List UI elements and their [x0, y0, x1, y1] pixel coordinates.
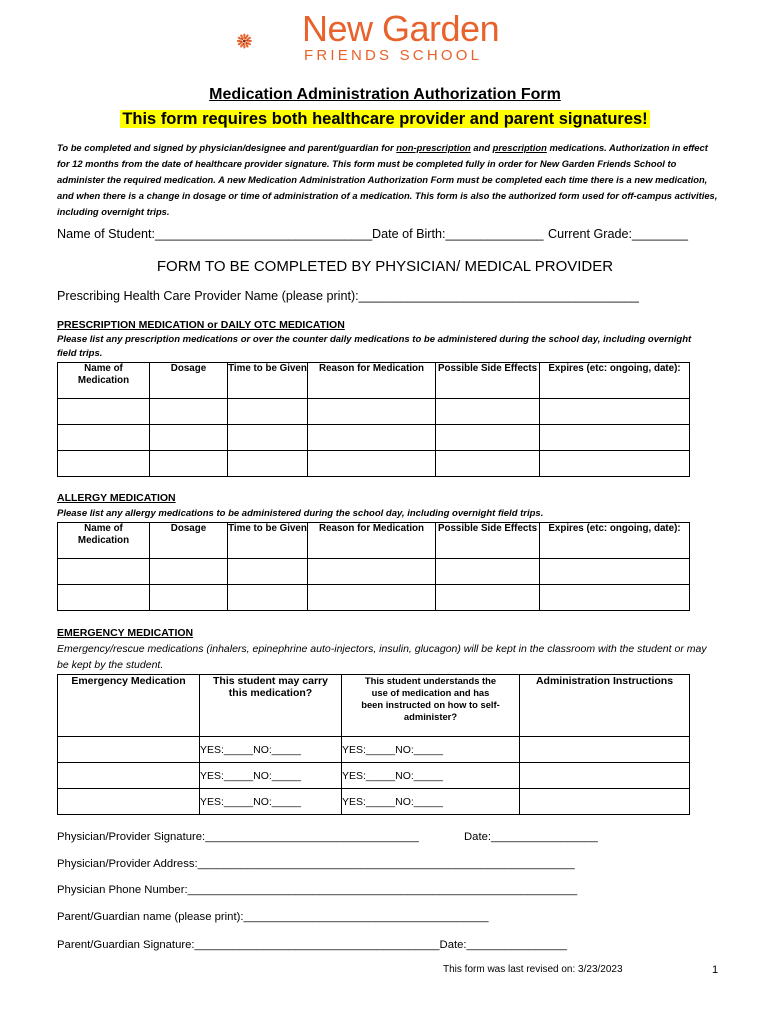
table-row [58, 789, 690, 815]
prescription-col-reason: Reason for Medication [308, 363, 436, 399]
table-cell[interactable] [520, 789, 690, 815]
section-title: FORM TO BE COMPLETED BY PHYSICIAN/ MEDICAL PROVIDER [156, 258, 614, 275]
parent-name-field[interactable]: Parent/Guardian name (please print):_______________________________________ [57, 911, 489, 923]
physician-address-field[interactable]: Physician/Provider Address:____________________________________________________________ [57, 858, 575, 870]
table-cell[interactable] [228, 399, 308, 425]
may-carry-yes-no[interactable]: YES:_____NO:_____ [200, 737, 342, 763]
intro-part1: To be completed and signed by physician/designee and parent/guardian for [57, 142, 397, 153]
prescription-col-expires: Expires (etc: ongoing, date): [540, 363, 690, 399]
logo-name: New Garden [302, 8, 500, 49]
prescription-col-name: Name of Medication [58, 363, 150, 399]
prescription-col-side-effects: Possible Side Effects [436, 363, 540, 399]
prescription-col-time: Time to be Given [228, 363, 308, 399]
table-cell[interactable] [540, 425, 690, 451]
allergy-col-dosage: Dosage [150, 523, 228, 559]
table-cell[interactable] [228, 425, 308, 451]
emergency-col-medication: Emergency Medication [58, 675, 200, 737]
table-cell[interactable] [436, 451, 540, 477]
provider-name-field[interactable]: Prescribing Health Care Provider Name (please print):________________________________________ [57, 289, 639, 303]
current-grade-field[interactable]: Current Grade:________ [548, 227, 689, 241]
emergency-note: Emergency/rescue medications (inhalers, epinephrine auto-injectors, insulin, glucagon) will be kept in the classroom with the student or may be kept by the student. [57, 643, 707, 671]
student-name-field[interactable]: Name of Student:_______________________________ [57, 227, 373, 241]
prescription-col-dosage: Dosage [150, 363, 228, 399]
form-subtitle [0, 110, 770, 129]
date-of-birth-field[interactable]: Date of Birth:______________ [372, 227, 544, 241]
physician-signature-field[interactable]: Physician/Provider Signature:__________________________________ [57, 831, 419, 843]
table-cell[interactable] [58, 585, 150, 611]
table-cell[interactable] [308, 585, 436, 611]
emergency-col-instructions: Administration Instructions [520, 675, 690, 737]
allergy-table [57, 522, 690, 611]
emergency-heading: EMERGENCY MEDICATION [57, 627, 194, 639]
allergy-note: Please list any allergy medications to be administered during the school day, including overnight field trips. [57, 508, 544, 519]
emergency-table [57, 674, 690, 815]
table-cell[interactable] [228, 451, 308, 477]
table-cell[interactable] [436, 559, 540, 585]
emergency-col-may-carry: This student may carry this medication? [200, 675, 342, 737]
prescription-heading: PRESCRIPTION MEDICATION or DAILY OTC MEDICATION [57, 319, 345, 331]
prescription-table [57, 362, 690, 477]
understands-yes-no[interactable]: YES:_____NO:_____ [342, 737, 520, 763]
table-row [58, 585, 690, 611]
table-cell[interactable] [540, 451, 690, 477]
understands-yes-no[interactable]: YES:_____NO:_____ [342, 789, 520, 815]
page-number: 1 [712, 964, 719, 976]
table-cell[interactable] [520, 763, 690, 789]
logo-subtitle: FRIENDS SCHOOL [304, 47, 483, 64]
allergy-col-side-effects: Possible Side Effects [436, 523, 540, 559]
physician-phone-field[interactable]: Physician Phone Number:______________________________________________________________ [57, 884, 578, 896]
table-cell[interactable] [150, 399, 228, 425]
table-row [58, 451, 690, 477]
prescription-note: Please list any prescription medications or over the counter daily medications to be administered during the school day, including overnight field trips. [57, 334, 692, 359]
form-title: Medication Administration Authorization Form [209, 86, 561, 103]
table-cell[interactable] [540, 399, 690, 425]
table-cell[interactable] [58, 425, 150, 451]
emergency-col-understands: This student understands the use of medication and has been instructed on how to self-administer? [342, 675, 520, 737]
table-cell[interactable] [436, 399, 540, 425]
table-cell[interactable] [228, 585, 308, 611]
may-carry-yes-no[interactable]: YES:_____NO:_____ [200, 789, 342, 815]
allergy-col-time: Time to be Given [228, 523, 308, 559]
table-cell[interactable] [58, 789, 200, 815]
physician-date-field[interactable]: Date:_________________ [464, 831, 598, 843]
table-cell[interactable] [308, 559, 436, 585]
understands-yes-no[interactable]: YES:_____NO:_____ [342, 763, 520, 789]
table-cell[interactable] [228, 559, 308, 585]
table-cell[interactable] [308, 399, 436, 425]
allergy-heading: ALLERGY MEDICATION [57, 492, 176, 504]
intro-non-prescription: non-prescription [396, 142, 471, 153]
table-cell[interactable] [308, 425, 436, 451]
table-cell[interactable] [58, 763, 200, 789]
school-logo-flower-icon [236, 10, 302, 72]
may-carry-yes-no[interactable]: YES:_____NO:_____ [200, 763, 342, 789]
intro-and: and [470, 142, 493, 153]
table-cell[interactable] [540, 559, 690, 585]
table-cell[interactable] [150, 451, 228, 477]
table-cell[interactable] [58, 399, 150, 425]
allergy-col-name: Name of Medication [58, 523, 150, 559]
table-cell[interactable] [150, 585, 228, 611]
table-row [58, 399, 690, 425]
subtitle-highlight: This form requires both healthcare provider and parent signatures! [122, 110, 648, 128]
table-cell[interactable] [308, 451, 436, 477]
table-cell[interactable] [150, 425, 228, 451]
table-cell[interactable] [58, 451, 150, 477]
table-cell[interactable] [58, 737, 200, 763]
intro-paragraph [57, 140, 722, 220]
table-cell[interactable] [150, 559, 228, 585]
parent-signature-field[interactable]: Parent/Guardian Signature:_______________________________________Date:________________ [57, 939, 568, 951]
table-cell[interactable] [540, 585, 690, 611]
table-row [58, 425, 690, 451]
table-row [58, 559, 690, 585]
intro-part2: medications. Authorization in effect for 12 months from the date of healthcare provider signature. This form must be completed fully in order for New Garden Friends School to administer the required medication. A new Medication Administration Authorization Form must be completed each time there is a new medication, and when there is a change in dosage or time of administration of a medication. This form is also the authorized form used for off-campus activities, including overnight trips. [57, 142, 718, 217]
table-row [58, 737, 690, 763]
table-cell[interactable] [520, 737, 690, 763]
allergy-col-expires: Expires (etc: ongoing, date): [540, 523, 690, 559]
revision-note: This form was last revised on: 3/23/2023 [443, 964, 623, 975]
table-cell[interactable] [58, 559, 150, 585]
table-cell[interactable] [436, 585, 540, 611]
table-cell[interactable] [436, 425, 540, 451]
intro-prescription: prescription [492, 142, 547, 153]
table-row [58, 763, 690, 789]
allergy-col-reason: Reason for Medication [308, 523, 436, 559]
